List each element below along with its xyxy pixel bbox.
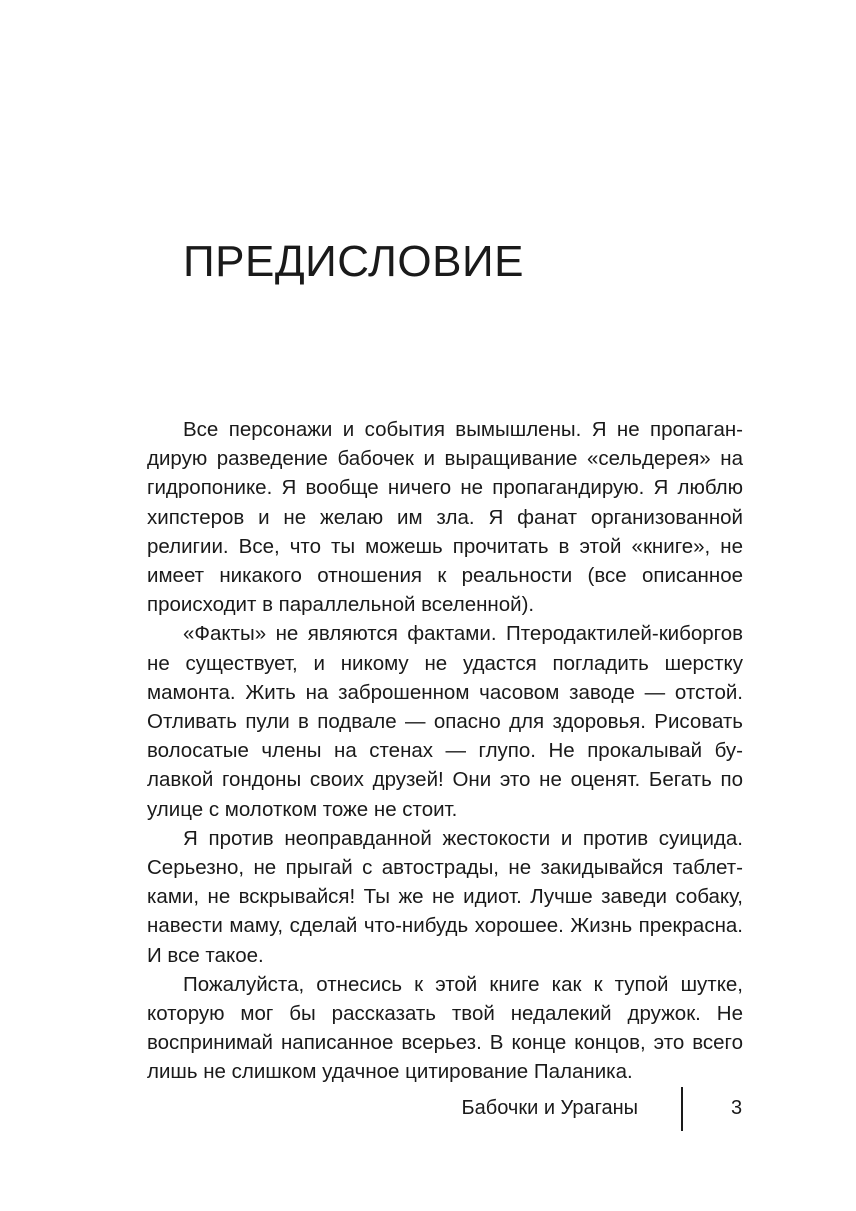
paragraph: Пожалуйста, отнесись к этой книге как к тупой шутке, которую мог бы рассказать твой недалекий дружок. Не воспринимай написанное всерьез. В конце концов, это всего лишь не слишком удачное цитирование Паланика. [147,972,743,1084]
running-title: Бабочки и Ураганы [461,1097,638,1119]
chapter-title: ПРЕДИСЛОВИЕ [183,237,524,286]
page-number: 3 [731,1097,743,1119]
footer-divider [681,1087,683,1131]
paragraph: Я против неоправданной жестокости и против суицида. Серьезно, не прыгай с автострады, не закидывайся таблетками, не вскрывайся! Ты же не идиот. Лучше заведи собаку, навести маму, сделай что-нибудь хорошее. Жизнь прекрасна. И все такое. [147,826,743,967]
body-text [147,415,743,1087]
page-footer [0,1087,856,1131]
paragraph: «Факты» не являются фактами. Птеродактилей-киборгов не существует, и никому не удастся погладить шерстку мамонта. Жить на заброшенном часовом заводе — отстой. Отливать пули в подвале — опасно для здоровья. Рисовать волосатые члены на стенах — глупо. Не прокалывай булавкой гондоны своих друзей! Они это не оценят. Бегать по улице с молотком тоже не стоит. [147,622,743,821]
paragraph: Все персонажи и события вымышлены. Я не пропагандирую разведение бабочек и выращивание «сельдерея» на гидропонике. Я вообще ничего не пропагандирую. Я люблю хипстеров и не желаю им зла. Я фанат организованной религии. Все, что ты можешь прочитать в этой «книге», не имеет никакого отношения к реальности (все описанное происходит в параллельной вселенной). [147,418,743,617]
